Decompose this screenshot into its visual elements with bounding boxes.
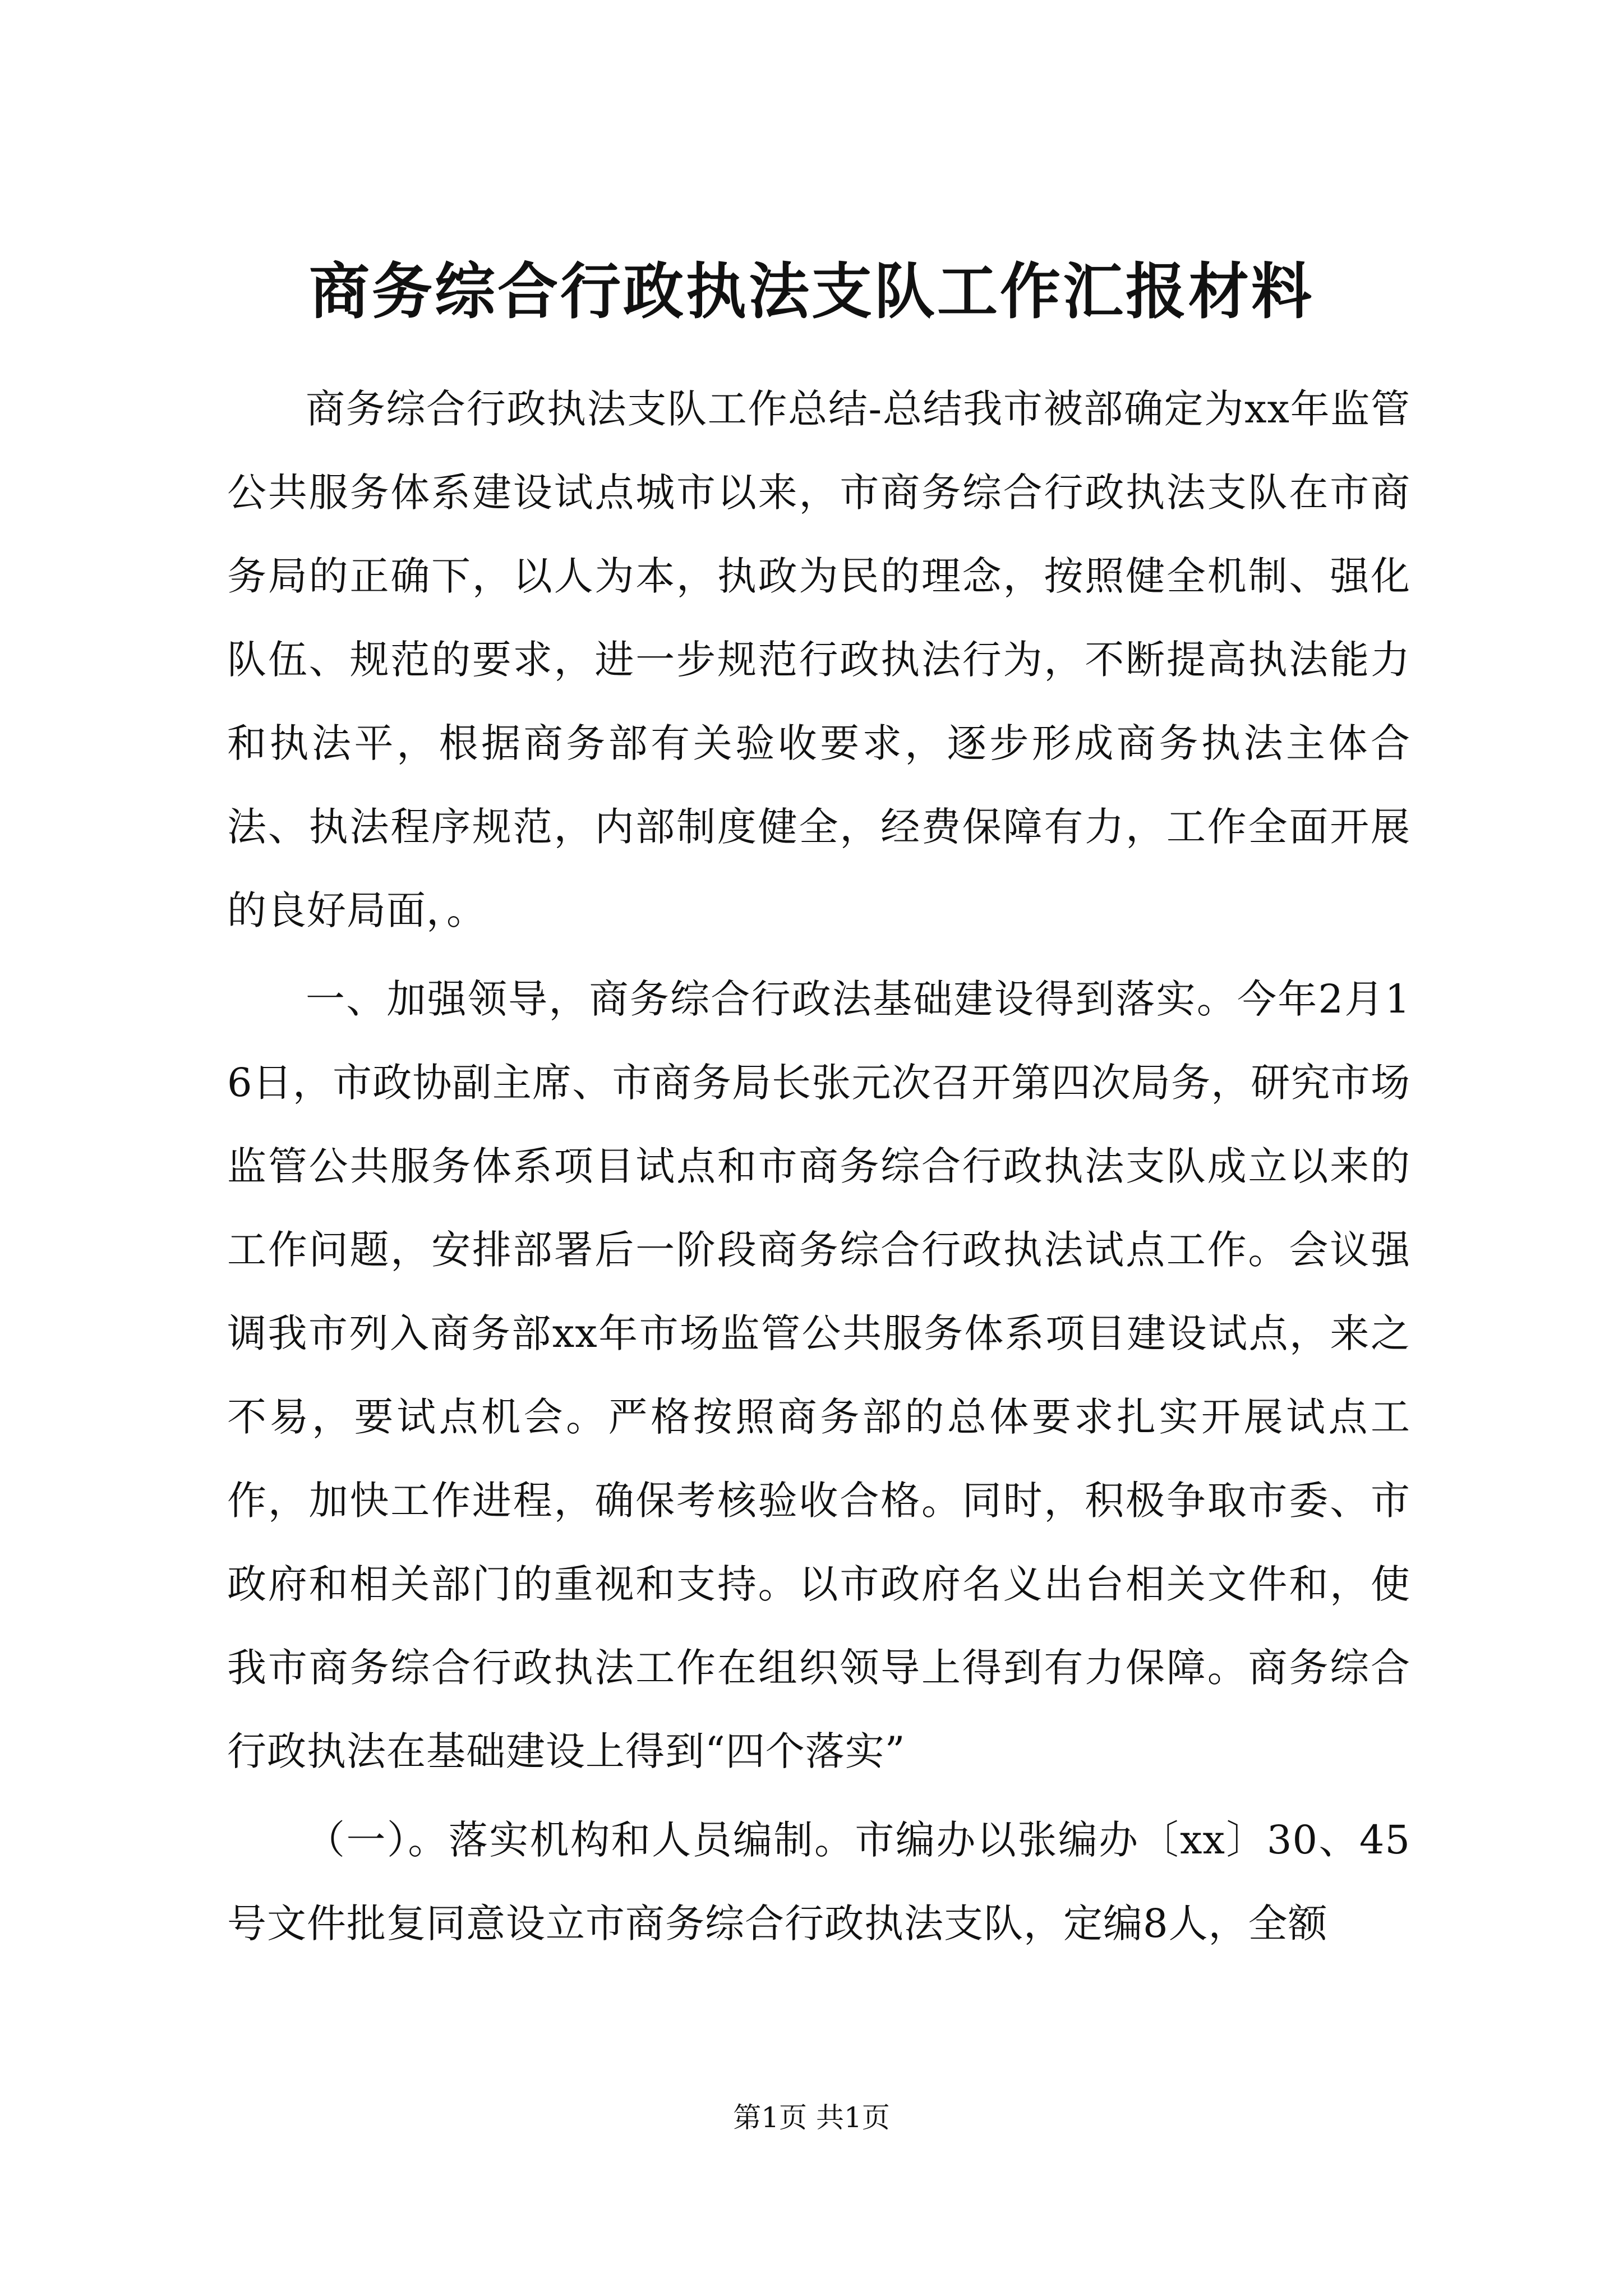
document-title: 商务综合行政执法支队工作汇报材料: [308, 256, 1314, 327]
paragraph-summary: 商务综合行政执法支队工作总结-总结我市被部确定为xx年监管公共服务体系建设试点城市以来，市商务综合行政执法支队在市商务局的正确下，以人为本，执政为民的理念，按照健全机制、强化队伍、规范的要求，进一步规范行政执法行为，不断提高执法能力和执法平，根据商务部有关验收要求，逐步形成商务执法主体合法、执法程序规范，内部制度健全，经费保障有力，工作全面开展的良好局面，。: [227, 386, 1410, 933]
paragraph-section-one: 一、加强领导，商务综合行政法基础建设得到落实。今年2月16日，市政协副主席、市商务局长张元次召开第四次局务，研究市场监管公共服务体系项目试点和市商务综合行政执法支队成立以来的工作问题，安排部署后一阶段商务综合行政执法试点工作。会议强调我市列入商务部xx年市场监管公共服务体系项目建设试点，来之不易，要试点机会。严格按照商务部的总体要求扎实开展试点工作，加快工作进程，确保考核验收合格。同时，积极争取市委、市政府和相关部门的重视和支持。以市政府名义出台相关文件和，使我市商务综合行政执法工作在组织领导上得到有力保障。商务综合行政执法在基础建设上得到“四个落实”: [227, 976, 1410, 1774]
page-footer: 第1页 共1页: [733, 2101, 890, 2134]
paragraph-subsection-one: （一）。落实机构和人员编制。市编办以张编办〔xx〕30、45号文件批复同意设立市商务综合行政执法支队，定编8人，全额: [227, 1817, 1410, 1947]
document-body: [227, 367, 1410, 1966]
